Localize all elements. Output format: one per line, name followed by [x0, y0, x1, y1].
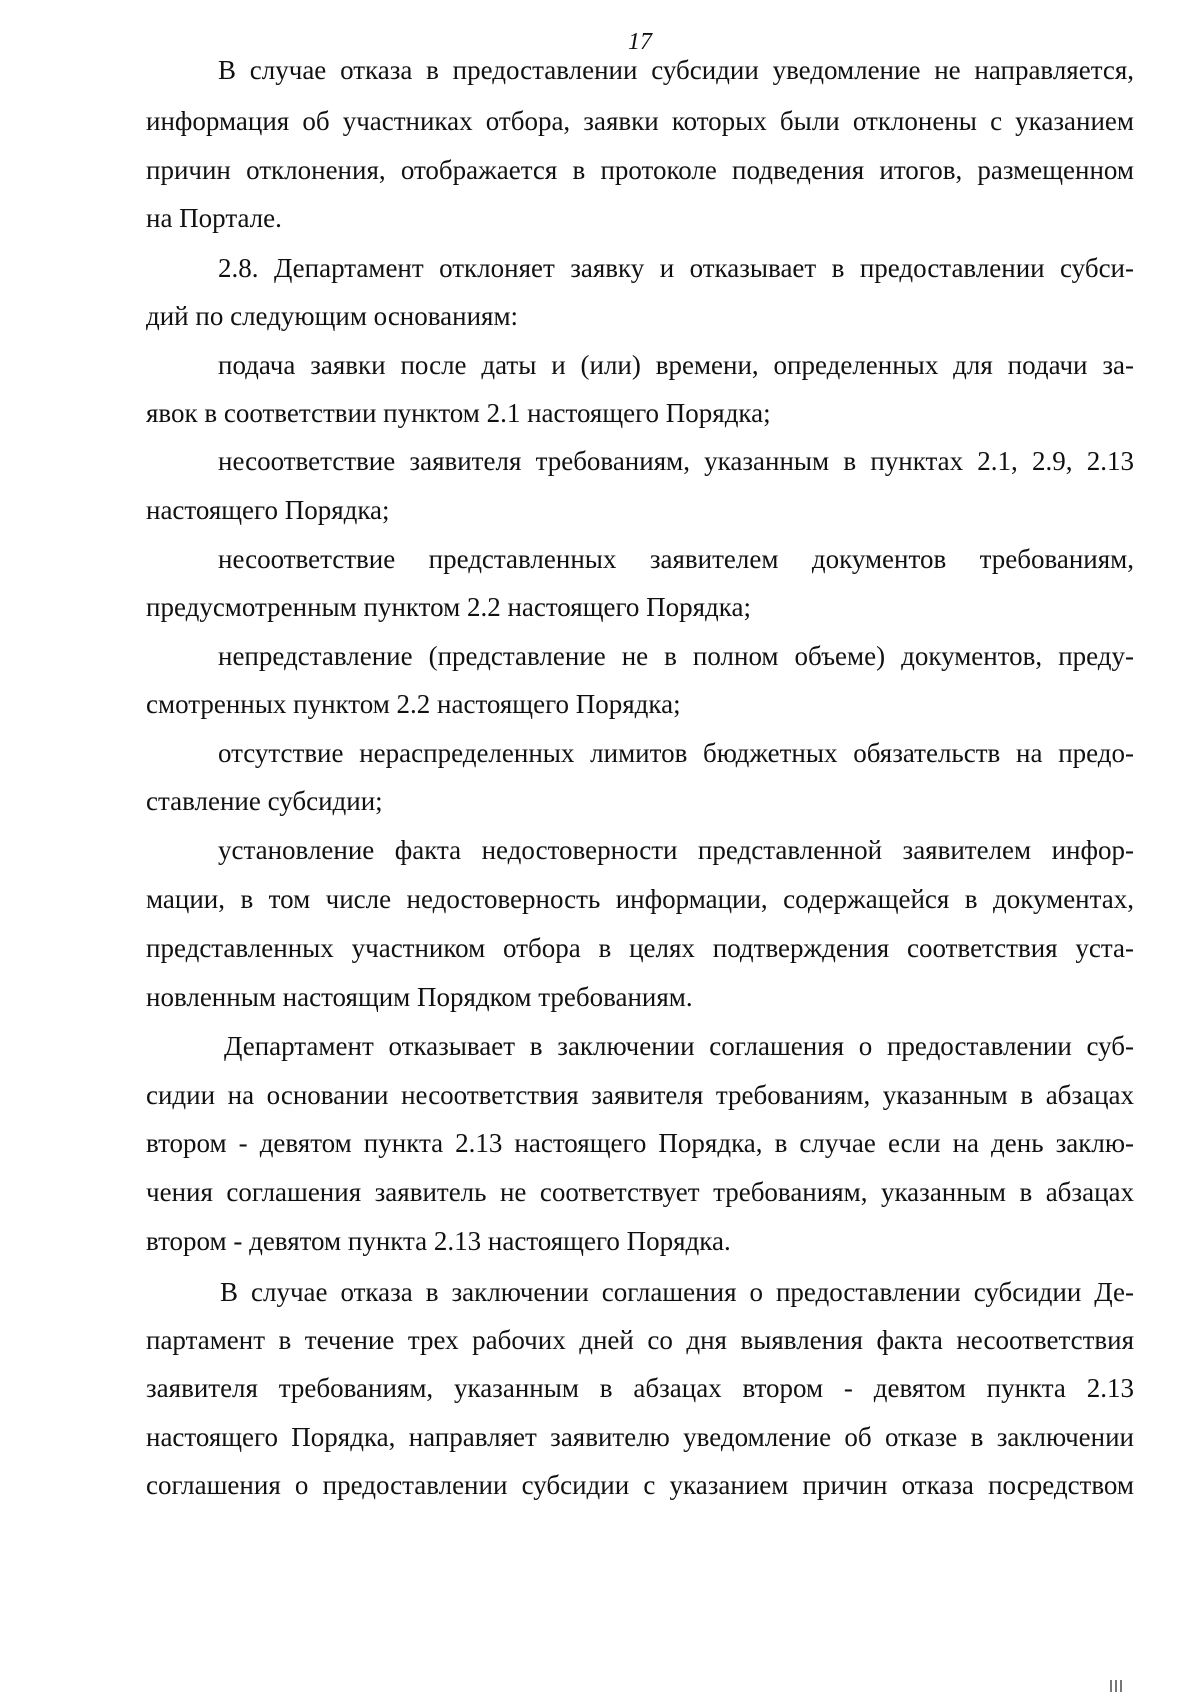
text-line: настоящего Порядка, направляет заявителю уведомление об отказе в заключении	[146, 1422, 1134, 1452]
text-line: дий по следующим основаниям:	[146, 301, 519, 331]
text-line: партамент в течение трех рабочих дней со дня выявления факта несоответствия	[146, 1325, 1134, 1355]
text-line: информация об участниках отбора, заявки которых были отклонены с указанием	[146, 106, 1134, 136]
text-line: соглашения о предоставлении субсидии с указанием причин отказа посредством	[146, 1470, 1134, 1500]
text-line: непредставление (представление не в полном объеме) документов, преду-	[218, 641, 1134, 671]
text-line: смотренных пунктом 2.2 настоящего Порядка;	[146, 689, 681, 719]
text-line: чения соглашения заявитель не соответствует требованиям, указанным в абзацах	[146, 1177, 1134, 1207]
text-line: В случае отказа в заключении соглашения о предоставлении субсидии Де-	[220, 1277, 1134, 1307]
text-line: отсутствие нераспределенных лимитов бюджетных обязательств на предо-	[218, 738, 1134, 768]
text-line: заявителя требованиям, указанным в абзацах втором - девятом пункта 2.13	[146, 1373, 1134, 1403]
text-line: сидии на основании несоответствия заявителя требованиям, указанным в абзацах	[146, 1080, 1134, 1110]
text-line: предусмотренным пунктом 2.2 настоящего Порядка;	[146, 592, 751, 622]
text-line: В случае отказа в предоставлении субсидии уведомление не направляется,	[218, 55, 1134, 85]
text-line: Департамент отказывает в заключении соглашения о предоставлении суб-	[224, 1031, 1134, 1061]
text-line: несоответствие представленных заявителем документов требованиям,	[218, 544, 1134, 574]
text-line: представленных участником отбора в целях подтверждения соответствия уста-	[146, 933, 1134, 963]
page-number: 17	[628, 29, 652, 55]
text-line: 2.8. Департамент отклоняет заявку и отказывает в предоставлении субси-	[218, 253, 1134, 283]
text-line: втором - девятом пункта 2.13 настоящего Порядка.	[146, 1226, 731, 1256]
text-line: на Портале.	[146, 203, 282, 233]
scan-mark	[1110, 1679, 1128, 1693]
text-line: ставление субсидии;	[146, 786, 383, 816]
text-line: несоответствие заявителя требованиям, указанным в пунктах 2.1, 2.9, 2.13	[218, 446, 1134, 476]
text-line: втором - девятом пункта 2.13 настоящего Порядка, в случае если на день заклю-	[146, 1128, 1134, 1158]
text-line: установление факта недостоверности представленной заявителем инфор-	[218, 835, 1134, 865]
text-line: настоящего Порядка;	[146, 495, 390, 525]
text-line: причин отклонения, отображается в протоколе подведения итогов, размещенном	[146, 155, 1134, 185]
text-line: новленным настоящим Порядком требованиям.	[146, 982, 693, 1012]
text-line: мации, в том числе недостоверность информации, содержащейся в документах,	[146, 884, 1134, 914]
text-line: подача заявки после даты и (или) времени, определенных для подачи за-	[218, 350, 1134, 380]
text-line: явок в соответствии пунктом 2.1 настоящего Порядка;	[146, 398, 771, 428]
